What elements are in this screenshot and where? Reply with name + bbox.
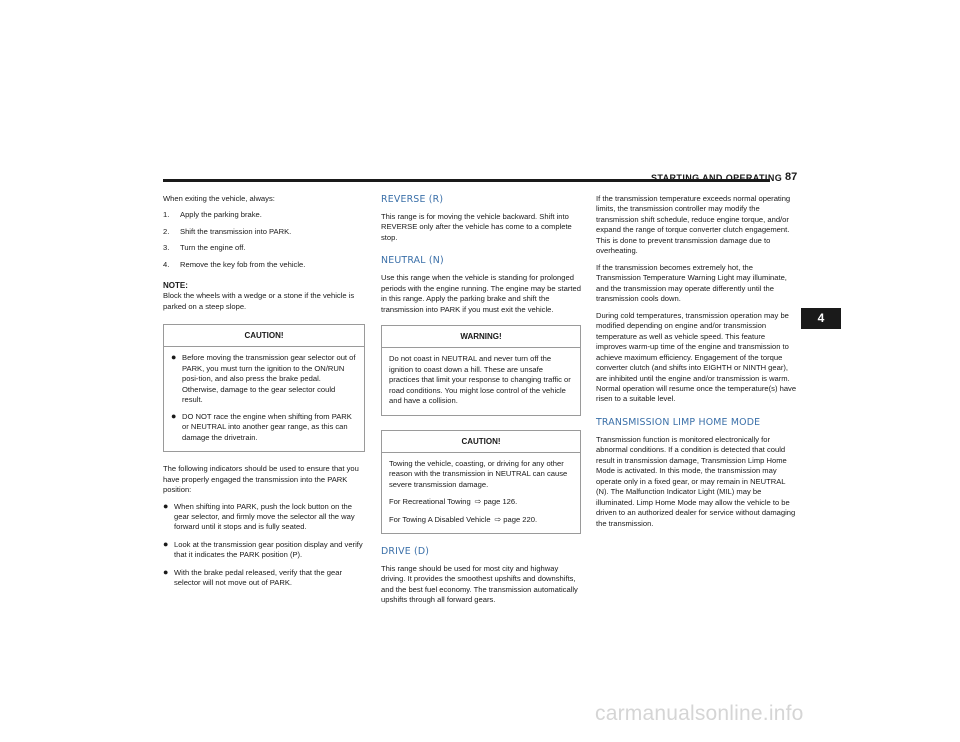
column-middle <box>381 194 581 612</box>
drive-heading: DRIVE (D) <box>381 545 430 557</box>
warning-title: WARNING! <box>382 326 580 348</box>
towing-reference-disabled: For Towing A Disabled Vehicle ⇨ page 220. <box>389 514 538 524</box>
chapter-tab: 4 <box>801 308 841 329</box>
indicators-intro: The following indicators should be used to ensure that you have properly engaged the transmission into the PARK position: <box>163 464 359 495</box>
bullet-icon: ● <box>163 566 169 577</box>
caution-box <box>163 324 365 452</box>
page-link[interactable]: page 126. <box>483 497 518 507</box>
drive-text: This range should be used for most city and highway driving. It provides the smoothest upshifts and downshifts, and the best fuel economy. The transmission automatically upshifts through all forward gears. <box>381 563 578 605</box>
list-item: ● With the brake pedal released, verify that the gear selector will not move out of PARK. <box>163 566 343 588</box>
warning-box <box>381 325 581 415</box>
cold-paragraph: During cold temperatures, transmission operation may be modified depending on engine and/or transmission temperature as well as vehicle speed. This feature improves warm-up time of the engine and transmission to achieve maximum efficiency. Engagement of the torque converter clutch (and shifts into EIGHTH or NINTH gear), are inhibited until the engine and/or transmission is warm. Normal operation will resume once the temperature(s) have risen to a suitable level. <box>596 310 797 404</box>
list-item: 4. Remove the key fob from the vehicle. <box>163 259 306 269</box>
limp-home-text: Transmission function is monitored electronically for abnormal conditions. If a condition is detected that could result in transmission damage, Transmission Limp Home Mode is activated. In this mode, the transmission may operate only in a fixed gear, or may remain in NEUTRAL (N). The Malfunction Indicator Light (MIL) may be illuminated. Limp Home Mode may allow the vehicle to be driven to an authorized dealer for service without damaging the transmission. <box>596 434 796 528</box>
page-number: 87 <box>785 171 798 183</box>
page-link[interactable]: page 220. <box>503 514 538 524</box>
caution-box-towing <box>381 430 581 534</box>
exit-steps <box>163 210 365 270</box>
bullet-icon: ● <box>171 352 177 363</box>
list-item: 3. Turn the engine off. <box>163 243 246 253</box>
bullet-icon: ● <box>163 538 169 549</box>
list-item: ● DO NOT race the engine when shifting from PARK or NEUTRAL into another gear range, as this can damage the drivetrain. <box>171 410 352 442</box>
reverse-text: This range is for moving the vehicle backward. Shift into REVERSE only after the vehicle has come to a complete stop. <box>381 211 572 242</box>
list-item: ● When shifting into PARK, push the lock button on the gear selector, and firmly move the selector all the way forward until it stops and is fully seated. <box>163 500 355 532</box>
caution-title-towing: CAUTION! <box>382 431 580 453</box>
list-item: 2. Shift the transmission into PARK. <box>163 226 292 236</box>
neutral-heading: NEUTRAL (N) <box>381 255 444 267</box>
column-right <box>596 194 798 535</box>
neutral-text: Use this range when the vehicle is standing for prolonged periods with the engine running. The engine may be started in this range. Apply the parking brake and shift the transmission into PARK if you must exit the vehicle. <box>381 273 581 314</box>
indicators-list <box>163 502 365 589</box>
page-reference-arrow-icon: ⇨ <box>494 514 502 524</box>
column-left <box>163 194 365 596</box>
towing-reference-recreational: For Recreational Towing ⇨ page 126. <box>389 497 518 507</box>
bullet-icon: ● <box>171 410 177 421</box>
bullet-icon: ● <box>163 500 169 511</box>
limp-home-heading: TRANSMISSION LIMP HOME MODE <box>596 416 761 428</box>
temperature-paragraph: If the transmission temperature exceeds normal operating limits, the transmission controller may modify the transmission shift schedule, reduce engine torque, and/or expand the range of torque converter clutch engagement. This is done to prevent transmission damage due to overheating. <box>596 194 791 256</box>
list-item: ● Before moving the transmission gear selector out of PARK, you must turn the ignition to the ON/RUN posi-tion, and also press the brake pedal. Otherwise, damage to the gear selector could result. <box>171 352 356 405</box>
list-item: 1. Apply the parking brake. <box>163 210 262 220</box>
exit-intro: When exiting the vehicle, always: <box>163 194 275 203</box>
caution-text-towing: Towing the vehicle, coasting, or driving for any other reason with the transmission in NEUTRAL can cause severe transmission damage. <box>389 458 568 489</box>
section-title: STARTING AND OPERATING <box>651 173 783 183</box>
watermark: carmanualsonline.info <box>595 702 804 725</box>
page-reference-arrow-icon: ⇨ <box>474 497 482 507</box>
warning-text: Do not coast in NEUTRAL and never turn off the ignition to coast down a hill. These are unsafe practices that limit your response to changing traffic or road conditions. You might lose control of the vehicle and have a collision. <box>389 354 571 406</box>
list-item: ● Look at the transmission gear position display and verify that it indicates the PARK position (P). <box>163 538 363 560</box>
reverse-heading: REVERSE (R) <box>381 194 444 205</box>
hot-paragraph: If the transmission becomes extremely hot, the Transmission Temperature Warning Light may illuminate, and the transmission may operate differently until the transmission cools down. <box>596 262 787 304</box>
note-label: NOTE: <box>163 281 188 291</box>
caution-title: CAUTION! <box>164 325 364 347</box>
note-text: Block the wheels with a wedge or a stone if the vehicle is parked on a steep slope. <box>163 291 355 311</box>
caution-list <box>171 353 357 443</box>
